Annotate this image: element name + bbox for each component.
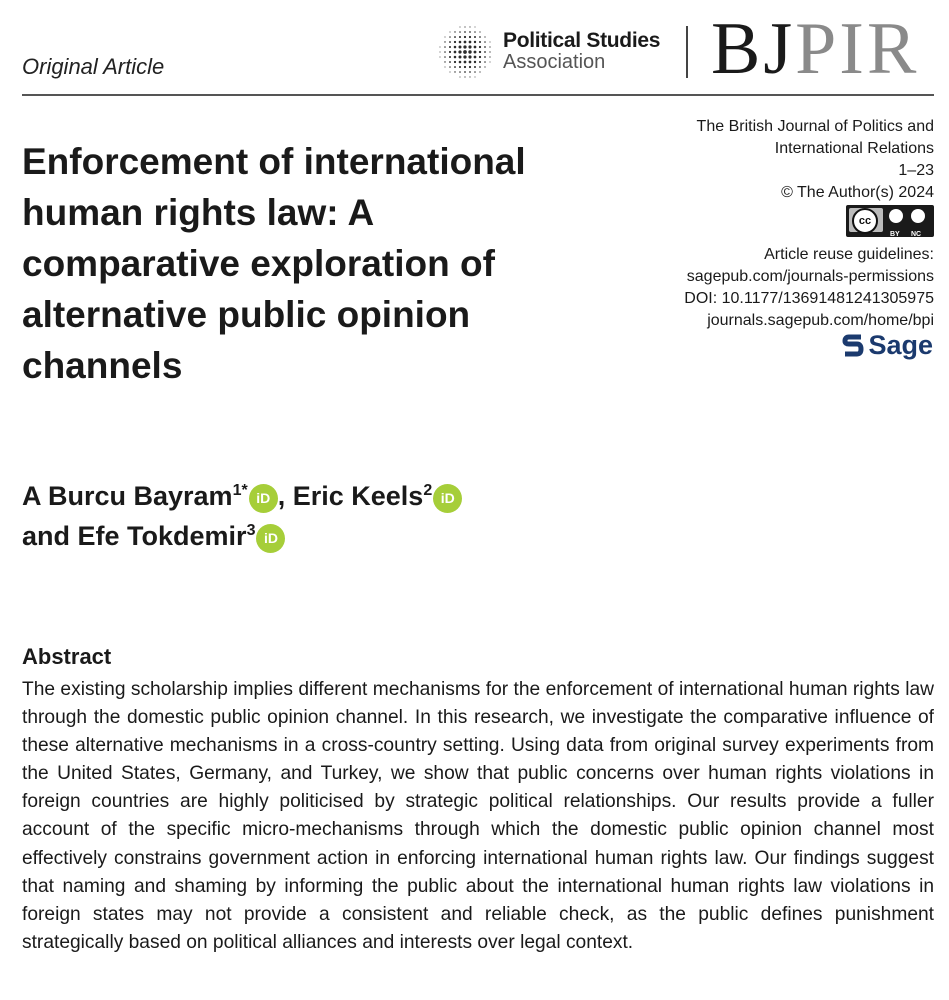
article-type-label: Original Article [22, 54, 165, 79]
journal-name-line2: International Relations [774, 140, 934, 157]
dotted-circle-logo-icon [437, 24, 495, 80]
author-separator: , [277, 481, 293, 511]
cc-by-nc-icon[interactable] [846, 205, 934, 237]
author-affiliation: 1* [232, 482, 248, 499]
author-list [22, 476, 462, 556]
orcid-icon[interactable]: iD [433, 484, 462, 513]
journal-url[interactable]: journals.sagepub.com/home/bpi [707, 312, 934, 329]
doi[interactable]: DOI: 10.1177/13691481241305975 [684, 290, 934, 307]
author-name[interactable]: A Burcu Bayram [22, 481, 233, 511]
cc-label: cc [852, 208, 878, 234]
title-line: human rights law: A [22, 192, 375, 233]
journal-logo-pir: PIR [795, 8, 920, 90]
article-meta [684, 116, 934, 332]
psa-name [503, 30, 660, 73]
header-rule [22, 94, 934, 96]
cc-by-label: BY [890, 231, 900, 238]
journal-name-line1: The British Journal of Politics and [696, 118, 934, 135]
psa-name-line1: Political Studies [503, 29, 661, 52]
journal-logo [711, 8, 920, 90]
title-line: alternative public opinion [22, 294, 471, 335]
orcid-icon[interactable]: iD [249, 484, 278, 513]
title-line: comparative exploration of [22, 243, 495, 284]
copyright: © The Author(s) 2024 [781, 184, 934, 201]
author-affiliation: 2 [423, 482, 433, 499]
title-line: Enforcement of international [22, 141, 526, 182]
sage-s-logo-icon [842, 332, 864, 360]
author-conjunction: and [22, 521, 78, 551]
article-title [22, 136, 622, 391]
header-divider [686, 26, 688, 78]
author-affiliation: 3 [246, 522, 256, 539]
journal-logo-bj: BJ [711, 8, 796, 90]
author-name[interactable]: Efe Tokdemir [77, 521, 247, 551]
abstract-heading: Abstract [22, 644, 112, 669]
orcid-icon[interactable]: iD [256, 524, 285, 553]
cc-nc-label: NC [911, 231, 922, 238]
reuse-guidelines-label: Article reuse guidelines: [764, 246, 934, 263]
title-line: channels [22, 345, 183, 386]
psa-name-line2: Association [503, 51, 606, 74]
abstract-text: The existing scholarship implies different mechanisms for the enforcement of international human rights law through the domestic public opinion channel. In this research, we investigate the comparative influence of these alternative mechanisms in a cross-country setting. Using data from original survey experiments from the United States, Germany, and Turkey, we show that public concerns over human rights violations in foreign countries are highly politicised by strategic political relationships. Our results provide a fuller account of the specific micro-mechanisms through which the domestic public opinion channel most effectively constrains government action in enforcing international human rights law. Our findings suggest that naming and shaming by informing the public about the international human rights law violations in foreign states may not provide a consistent and reliable check, as the public defines punishment strategically based on political alliances and interests over legal context. [22, 679, 934, 953]
publisher-name: Sage [868, 330, 933, 360]
page-range: 1–23 [898, 162, 934, 179]
author-name[interactable]: Eric Keels [292, 481, 424, 511]
reuse-guidelines-link[interactable]: sagepub.com/journals-permissions [686, 268, 934, 285]
sage-logo [842, 330, 933, 361]
